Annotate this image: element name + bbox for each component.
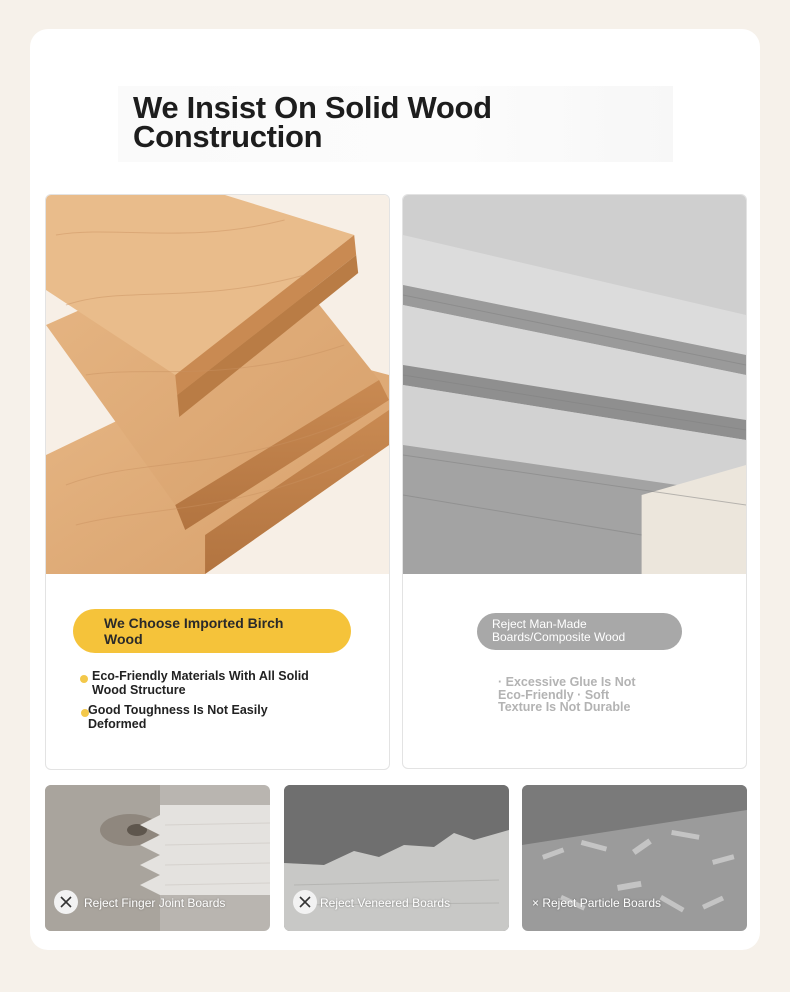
man-made-panel <box>402 194 747 769</box>
reject-finger-joint-tile <box>45 785 270 931</box>
feature-text: Eco-Friendly Materials With All Solid Wood Structure <box>92 669 309 697</box>
reject-label: Reject Finger Joint Boards <box>84 896 226 910</box>
birch-wood-boards-image <box>46 195 389 574</box>
reject-particle-tile <box>522 785 747 931</box>
close-circle-icon <box>54 890 78 914</box>
composite-wood-badge <box>477 613 682 650</box>
composite-boards-image <box>403 195 746 574</box>
page-title: We Insist On Solid Wood Construction <box>133 90 492 154</box>
birch-wood-badge-label: We Choose Imported Birch Wood <box>104 615 284 647</box>
solid-wood-panel <box>45 194 390 770</box>
birch-wood-badge <box>73 609 351 653</box>
feature-text: Good Toughness Is Not Easily Deformed <box>88 703 268 731</box>
reject-label: Reject Veneered Boards <box>320 896 451 910</box>
reject-veneered-tile <box>284 785 509 931</box>
composite-wood-description: · Excessive Glue Is Not Eco-Friendly · Soft Texture Is Not Durable <box>498 675 636 714</box>
reject-label: × Reject Particle Boards <box>532 896 662 910</box>
bullet-dot-icon <box>80 675 88 683</box>
close-circle-icon <box>293 890 317 914</box>
composite-wood-badge-label: Reject Man-Made Boards/Composite Wood <box>492 617 626 644</box>
